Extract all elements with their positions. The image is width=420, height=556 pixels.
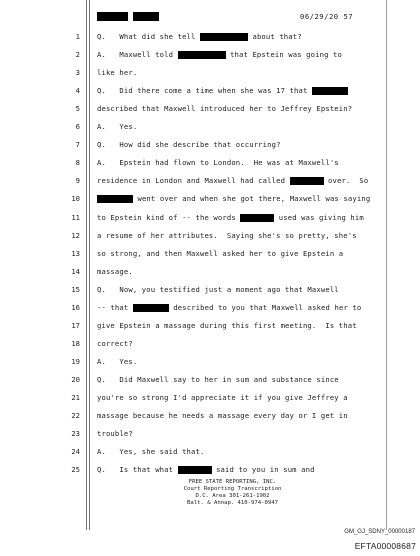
transcript-line (97, 32, 302, 41)
line-number: 19 (71, 356, 80, 366)
line-number: 16 (71, 302, 80, 312)
margin-line-inner (89, 0, 90, 530)
line-text: massage. (97, 266, 133, 276)
transcript-line (97, 393, 348, 402)
line-text: give Epstein a massage during this first meeting. Is that (97, 320, 357, 330)
redaction-box (290, 177, 324, 185)
line-number: 22 (71, 411, 80, 421)
redaction-box (133, 304, 169, 312)
line-number: 9 (75, 176, 80, 186)
transcript-line (97, 411, 348, 420)
line-text: described that Maxwell introduced her to Jeffrey Epstein? (97, 104, 353, 114)
transcript-line (97, 104, 352, 113)
line-text: A. Yes, she said that. (97, 447, 205, 457)
header-date-page: 06/29/20 57 (300, 12, 354, 21)
line-number: 10 (71, 194, 80, 204)
line-text: massage because he needs a massage every day or I get in (97, 411, 348, 421)
line-number: 6 (75, 122, 80, 132)
line-text: over. So (323, 176, 369, 186)
transcript-line (97, 158, 339, 167)
redaction-box (178, 466, 212, 474)
line-text: like her. (97, 68, 138, 78)
transcript-line (97, 321, 357, 330)
line-text: Q. Is that what (97, 465, 178, 475)
line-number: 1 (75, 32, 80, 41)
transcript-line (97, 285, 339, 294)
margin-line-outer (86, 0, 87, 530)
transcript-line (97, 122, 137, 131)
line-text: Q. Did Maxwell say to her in sum and substance since (97, 374, 339, 384)
footer-line-1: FREE STATE REPORTING, INC. (188, 479, 277, 485)
line-number: 5 (75, 104, 80, 114)
line-text: a resume of her attributes. Saying she's so pretty, she's (97, 230, 357, 240)
line-text: to Epstein kind of -- the words (97, 212, 241, 222)
redaction-box (97, 195, 133, 203)
line-number: 24 (71, 447, 80, 457)
line-text: trouble? (97, 429, 133, 439)
footer-line-2: Court Reporting Transcription (183, 486, 282, 492)
footer-line-3: D.C. Area 301-261-1902 (195, 493, 270, 499)
bates-number-gj: GM_GJ_SDNY_00000187 (344, 529, 415, 535)
line-text: described to you that Maxwell asked her to (168, 302, 362, 312)
transcript-line (97, 429, 133, 438)
line-text: -- that (97, 302, 133, 312)
line-number: 15 (71, 284, 80, 294)
transcript-line (97, 375, 339, 384)
line-number: 17 (71, 320, 80, 330)
transcript-line (97, 303, 361, 312)
line-number: 4 (75, 86, 80, 96)
reporter-footer (140, 479, 325, 507)
line-number: 2 (75, 50, 80, 60)
line-text: residence in London and Maxwell had called (97, 176, 290, 186)
line-text: A. Epstein had flown to London. He was at Maxwell's (97, 158, 339, 168)
transcript-line (97, 140, 281, 149)
transcript-line (97, 68, 137, 77)
transcript-line (97, 86, 348, 95)
transcript-line (97, 213, 364, 222)
transcript-line (97, 339, 133, 348)
line-text: Q. How did she describe that occurring? (97, 140, 281, 150)
line-text: Q. Did there come a time when she was 17 that (97, 86, 312, 96)
redaction-box (178, 51, 226, 59)
line-number: 8 (75, 158, 80, 168)
margin-line-right (386, 0, 387, 530)
line-number: 13 (71, 248, 80, 258)
transcript-line (97, 231, 357, 240)
redaction-box (200, 33, 248, 41)
transcript-line (97, 447, 204, 456)
line-number: 18 (71, 338, 80, 348)
line-text: correct? (97, 338, 133, 348)
transcript-line (97, 249, 343, 258)
redaction-box (240, 214, 274, 222)
line-number: 3 (75, 68, 80, 78)
transcript-line (97, 194, 370, 203)
transcript-line (97, 465, 315, 474)
line-number: 7 (75, 140, 80, 150)
line-text: used was giving him (274, 212, 364, 222)
line-number: 20 (71, 374, 80, 384)
line-text: said to you in sum and (211, 465, 315, 475)
line-text: Q. Now, you testified just a moment ago that Maxwell (97, 284, 339, 294)
redaction-box (312, 87, 348, 95)
line-number: 11 (71, 212, 80, 222)
line-text: A. Maxwell told (97, 50, 178, 60)
line-number: 23 (71, 429, 80, 439)
transcript-line (97, 176, 368, 185)
line-text: A. Yes. (97, 122, 138, 132)
line-text: Q. What did she tell (97, 32, 200, 41)
line-text: you're so strong I'd appreciate it if you give Jeffrey a (97, 393, 348, 402)
line-number: 25 (71, 465, 80, 475)
line-text: about that? (247, 32, 302, 41)
transcript-line (97, 357, 137, 366)
line-number: 21 (71, 393, 80, 402)
line-number: 12 (71, 230, 80, 240)
line-text: A. Yes. (97, 356, 138, 366)
footer-line-4: Balt. & Annap. 410-974-0947 (187, 500, 278, 506)
bates-number-efta: EFTA00008687 (354, 541, 416, 551)
header-redaction-1 (97, 12, 128, 21)
line-number: 14 (71, 266, 80, 276)
line-text: so strong, and then Maxwell asked her to give Epstein a (97, 248, 344, 258)
transcript-line (97, 50, 342, 59)
line-text: went over and when she got there, Maxwell was saying (133, 194, 371, 204)
header-redaction-2 (133, 12, 159, 21)
transcript-line (97, 267, 133, 276)
line-text: that Epstein was going to (225, 50, 343, 60)
